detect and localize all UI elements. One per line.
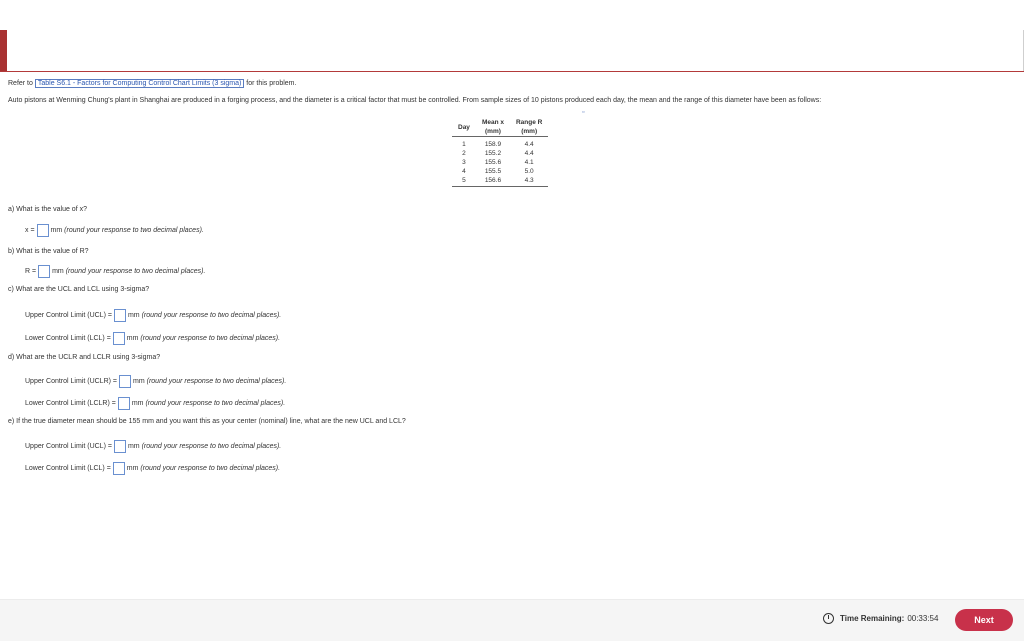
answer-c-lcl: Lower Control Limit (LCL) = mm (round your response to two decimal places). [25,332,280,345]
answer-a: x = mm (round your response to two decimal places). [25,224,204,237]
new-lcl-input[interactable] [113,462,125,475]
question-d: d) What are the UCLR and LCLR using 3-sigma? [8,354,161,361]
question-c: c) What are the UCL and LCL using 3-sigma? [8,286,150,293]
answer-d-ucl: Upper Control Limit (UCLR) = mm (round your response to two decimal places). [25,375,286,388]
xbar-input[interactable] [37,224,49,237]
ucl-x-input[interactable] [114,309,126,322]
rbar-input[interactable] [38,265,50,278]
clock-icon [823,613,834,624]
table-row: 2 155.2 4.4 [462,150,534,157]
top-header-bar [0,30,1024,72]
time-remaining: Time Remaining: 00:33:54 [823,613,938,624]
answer-e-ucl: Upper Control Limit (UCL) = mm (round your response to two decimal places). [25,440,281,453]
new-ucl-input[interactable] [114,440,126,453]
answer-c-ucl: Upper Control Limit (UCL) = mm (round your response to two decimal places). [25,309,281,322]
table-row: 5 156.6 4.3 [452,176,548,187]
question-a: a) What is the value of x? [8,206,87,213]
col-range-header: Range R (mm) [510,118,548,137]
question-e: e) If the true diameter mean should be 155 mm and you want this as your center (nominal) line, what are the new UCL and LCL? [8,418,406,425]
ucl-r-input[interactable] [119,375,131,388]
table-row: 1 158.9 4.4 [462,141,534,148]
table-copy-icon[interactable]: ▫ [582,109,585,116]
timer-value: 00:33:54 [907,614,939,623]
table-row: 3 155.6 4.1 [462,159,534,166]
col-mean-header: Mean x (mm) [476,118,510,137]
next-button[interactable]: Next [955,609,1013,631]
question-b: b) What is the value of R? [8,248,89,255]
col-day-header: Day [452,118,476,137]
table-reference-link[interactable]: Table S6.1 - Factors for Computing Control Chart Limits (3 sigma) [35,79,244,88]
answer-e-lcl: Lower Control Limit (LCL) = mm (round your response to two decimal places). [25,462,280,475]
question-content [0,72,1024,592]
problem-intro: Auto pistons at Wenming Chung's plant in Shanghai are produced in a forging process, and the diameter is a critical factor that must be controlled. From sample sizes of 10 pistons produced each day, the mean and the range of this diameter have been as follows: [8,97,822,104]
refer-line: Refer to Table S6.1 - Factors for Computing Control Chart Limits (3 sigma) for this problem. [8,80,297,87]
lcl-x-input[interactable] [113,332,125,345]
answer-b: R = mm (round your response to two decimal places). [25,265,205,278]
lcl-r-input[interactable] [118,397,130,410]
header-accent [0,30,7,71]
answer-d-lcl: Lower Control Limit (LCLR) = mm (round your response to two decimal places). [25,397,285,410]
table-row: 4 155.5 5.0 [462,168,534,175]
footer-bar [0,599,1024,641]
data-table [452,118,548,187]
